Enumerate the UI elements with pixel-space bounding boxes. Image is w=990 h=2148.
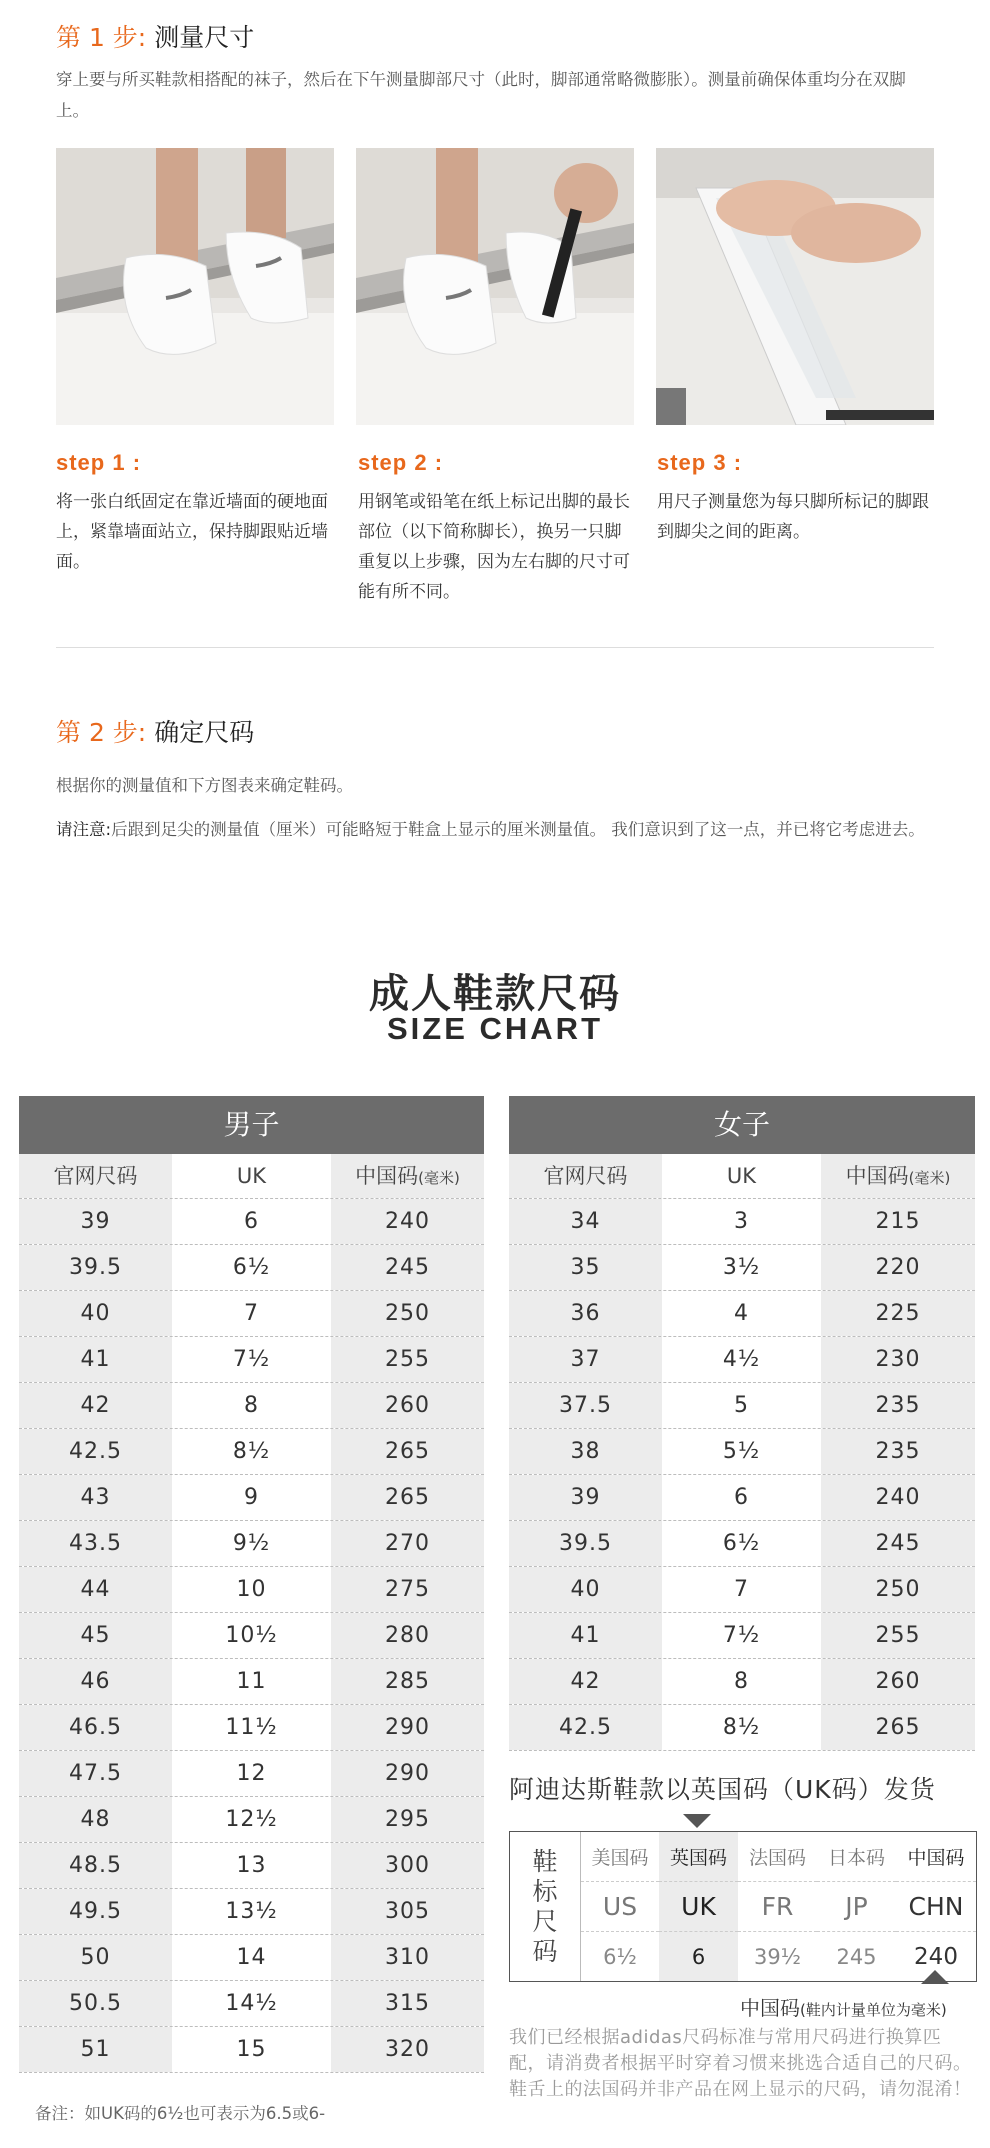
chn-size-cell: 305 xyxy=(331,1889,484,1934)
uk-size-cell: 13 xyxy=(172,1843,331,1888)
chn-size-cell: 290 xyxy=(331,1705,484,1750)
chn-size-cell: 215 xyxy=(821,1199,975,1244)
chn-size-cell: 265 xyxy=(331,1429,484,1474)
table-row xyxy=(19,1567,484,1613)
table-row xyxy=(19,1981,484,2027)
table-row xyxy=(19,1889,484,1935)
uk-size-cell: 6½ xyxy=(172,1245,331,1290)
uk-size-cell: 11 xyxy=(172,1659,331,1704)
official-size-cell: 37 xyxy=(509,1337,662,1382)
chn-size-cell: 295 xyxy=(331,1797,484,1842)
uk-size-cell: 12 xyxy=(172,1751,331,1796)
official-size-cell: 39 xyxy=(509,1475,662,1520)
official-size-cell: 38 xyxy=(509,1429,662,1474)
step1-title: 测量尺寸 xyxy=(154,23,255,52)
side-char: 鞋 xyxy=(532,1846,558,1876)
table-row xyxy=(19,1429,484,1475)
chn-unit-label xyxy=(740,1992,947,2021)
uk-size-cell: 8 xyxy=(172,1383,331,1428)
chn-size-cell: 240 xyxy=(821,1475,975,1520)
table-row xyxy=(19,1383,484,1429)
step1-label: step 1 : xyxy=(56,450,142,475)
women-col-chn xyxy=(821,1154,975,1198)
chn-size-cell: 255 xyxy=(821,1613,975,1658)
short-jp: JP xyxy=(817,1882,896,1932)
section-divider xyxy=(56,647,934,648)
chn-size-cell: 315 xyxy=(331,1981,484,2026)
chn-size-cell: 250 xyxy=(331,1291,484,1336)
step1-description: 穿上要与所买鞋款相搭配的袜子，然后在下午测量脚部尺寸（此时，脚部通常略微膨胀）。测量前确保体重均分在双脚上。 xyxy=(56,70,906,120)
official-size-cell: 42.5 xyxy=(19,1429,172,1474)
uk-size-cell: 6 xyxy=(172,1199,331,1244)
uk-size-cell: 12½ xyxy=(172,1797,331,1842)
uk-size-cell: 7 xyxy=(172,1291,331,1336)
chn-size-cell: 250 xyxy=(821,1567,975,1612)
official-size-cell: 40 xyxy=(509,1567,662,1612)
header-jp: 日本码 xyxy=(817,1832,896,1882)
women-table-header: 女子 xyxy=(509,1096,975,1154)
short-us: US xyxy=(581,1882,659,1932)
step2-description: 根据你的测量值和下方图表来确定鞋码。 xyxy=(56,776,353,795)
chn-size-cell: 265 xyxy=(821,1705,975,1750)
chn-size-cell: 235 xyxy=(821,1429,975,1474)
women-table-body xyxy=(509,1199,975,1751)
table-row xyxy=(19,1843,484,1889)
official-size-cell: 44 xyxy=(19,1567,172,1612)
men-col-official: 官网尺码 xyxy=(19,1154,172,1198)
uk-size-cell: 4½ xyxy=(662,1337,821,1382)
uk-conversion-grid xyxy=(581,1832,976,1981)
official-size-cell: 42 xyxy=(19,1383,172,1428)
women-col-chn-unit: (毫米) xyxy=(908,1169,951,1187)
chn-size-cell: 245 xyxy=(331,1245,484,1290)
short-chn: CHN xyxy=(896,1882,976,1932)
official-size-cell: 45 xyxy=(19,1613,172,1658)
chn-size-cell: 310 xyxy=(331,1935,484,1980)
official-size-cell: 49.5 xyxy=(19,1889,172,1934)
official-size-cell: 50 xyxy=(19,1935,172,1980)
value-chn: 240 xyxy=(914,1943,958,1970)
step2-title: 确定尺码 xyxy=(154,718,255,747)
step2-number: 第 2 步: xyxy=(56,718,147,747)
women-col-uk: UK xyxy=(662,1154,821,1198)
chn-size-cell: 265 xyxy=(331,1475,484,1520)
uk-size-cell: 9 xyxy=(172,1475,331,1520)
table-row xyxy=(509,1705,975,1751)
uk-size-cell: 6½ xyxy=(662,1521,821,1566)
step1-text: 将一张白纸固定在靠近墙面的硬地面上，紧靠墙面站立，保持脚跟贴近墙面。 xyxy=(56,492,328,572)
header-chn: 中国码 xyxy=(896,1832,976,1882)
header-uk: 英国码 xyxy=(659,1832,738,1882)
men-column-headers xyxy=(19,1154,484,1199)
official-size-cell: 37.5 xyxy=(509,1383,662,1428)
official-size-cell: 39.5 xyxy=(509,1521,662,1566)
chn-size-cell: 260 xyxy=(331,1383,484,1428)
official-size-cell: 50.5 xyxy=(19,1981,172,2026)
official-size-cell: 43 xyxy=(19,1475,172,1520)
table-row xyxy=(19,1613,484,1659)
official-size-cell: 36 xyxy=(509,1291,662,1336)
table-row xyxy=(19,1291,484,1337)
value-fr: 39½ xyxy=(753,1944,802,1969)
men-table-body xyxy=(19,1199,484,2073)
table-row xyxy=(19,1935,484,1981)
uk-size-cell: 15 xyxy=(172,2027,331,2072)
uk-size-cell: 14½ xyxy=(172,1981,331,2026)
table-row xyxy=(19,1797,484,1843)
photo-step3-ruler xyxy=(656,148,934,425)
table-row xyxy=(19,1337,484,1383)
uk-size-cell: 7½ xyxy=(662,1613,821,1658)
uk-size-cell: 11½ xyxy=(172,1705,331,1750)
step2-text: 用钢笔或铅笔在纸上标记出脚的最长部位（以下简称脚长），换另一只脚重复以上步骤，因为左右脚的尺寸可能有所不同。 xyxy=(358,492,630,602)
step3-label: step 3 : xyxy=(657,450,743,475)
chn-size-cell: 220 xyxy=(821,1245,975,1290)
side-char: 尺 xyxy=(532,1906,558,1936)
table-row xyxy=(509,1337,975,1383)
value-jp: 245 xyxy=(836,1944,877,1969)
official-size-cell: 41 xyxy=(19,1337,172,1382)
step2-label: step 2 : xyxy=(358,450,444,475)
table-row xyxy=(19,1245,484,1291)
uk-size-cell: 8 xyxy=(662,1659,821,1704)
table-row xyxy=(509,1613,975,1659)
official-size-cell: 47.5 xyxy=(19,1751,172,1796)
table-row xyxy=(509,1199,975,1245)
chn-size-cell: 255 xyxy=(331,1337,484,1382)
side-char: 标 xyxy=(532,1876,558,1906)
table-row xyxy=(509,1383,975,1429)
chn-size-cell: 270 xyxy=(331,1521,484,1566)
side-char: 码 xyxy=(532,1936,558,1966)
table-row xyxy=(509,1659,975,1705)
table-row xyxy=(509,1429,975,1475)
uk-size-cell: 10½ xyxy=(172,1613,331,1658)
up-arrow-icon xyxy=(921,1970,949,1984)
official-size-cell: 46.5 xyxy=(19,1705,172,1750)
chn-size-cell: 320 xyxy=(331,2027,484,2072)
uk-size-cell: 8½ xyxy=(662,1705,821,1750)
table-row xyxy=(509,1521,975,1567)
chart-title-en: SIZE CHART xyxy=(387,1011,603,1046)
table-row xyxy=(509,1245,975,1291)
men-col-uk: UK xyxy=(172,1154,331,1198)
table-row xyxy=(19,1751,484,1797)
table-row xyxy=(19,2027,484,2073)
official-size-cell: 42 xyxy=(509,1659,662,1704)
table-row xyxy=(19,1705,484,1751)
header-us: 美国码 xyxy=(581,1832,659,1882)
short-fr: FR xyxy=(738,1882,817,1932)
chn-size-cell: 245 xyxy=(821,1521,975,1566)
conversion-note: 我们已经根据adidas尺码标准与常用尺码进行换算匹配，请消费者根据平时穿着习惯来挑选合适自己的尺码。鞋舌上的法国码并非产品在网上显示的尺码，请勿混淆！ xyxy=(509,2027,972,2100)
photo-step2-marking xyxy=(356,148,634,425)
men-size-table xyxy=(19,1096,484,2073)
uk-size-cell: 6 xyxy=(662,1475,821,1520)
chn-unit: (鞋内计量单位为毫米) xyxy=(800,2001,947,2019)
chn-size-cell: 285 xyxy=(331,1659,484,1704)
table-row xyxy=(509,1567,975,1613)
uk-size-cell: 13½ xyxy=(172,1889,331,1934)
uk-size-cell: 3½ xyxy=(662,1245,821,1290)
table-row xyxy=(19,1659,484,1705)
men-col-chn-label: 中国码 xyxy=(355,1164,419,1188)
uk-size-cell: 7 xyxy=(662,1567,821,1612)
chn-size-cell: 225 xyxy=(821,1291,975,1336)
official-size-cell: 35 xyxy=(509,1245,662,1290)
official-size-cell: 51 xyxy=(19,2027,172,2072)
official-size-cell: 41 xyxy=(509,1613,662,1658)
step1-number: 第 1 步: xyxy=(56,23,147,52)
table-row xyxy=(19,1199,484,1245)
official-size-cell: 39.5 xyxy=(19,1245,172,1290)
chart-title-cn: 成人鞋款尺码 xyxy=(369,971,621,1017)
step2-note xyxy=(56,814,936,845)
men-col-chn-unit: (毫米) xyxy=(418,1169,460,1187)
down-arrow-icon xyxy=(683,1814,711,1830)
table-row xyxy=(509,1475,975,1521)
chn-size-cell: 235 xyxy=(821,1383,975,1428)
table-row xyxy=(19,1521,484,1567)
men-table-header: 男子 xyxy=(19,1096,484,1154)
women-col-chn-label: 中国码 xyxy=(845,1164,909,1188)
uk-size-cell: 7½ xyxy=(172,1337,331,1382)
uk-size-cell: 10 xyxy=(172,1567,331,1612)
uk-size-cell: 4 xyxy=(662,1291,821,1336)
uk-size-cell: 8½ xyxy=(172,1429,331,1474)
value-us: 6½ xyxy=(603,1944,637,1969)
women-col-official: 官网尺码 xyxy=(509,1154,662,1198)
step1-heading xyxy=(56,18,254,54)
header-fr: 法国码 xyxy=(738,1832,817,1882)
chn-size-cell: 290 xyxy=(331,1751,484,1796)
chn-label: 中国码 xyxy=(740,1996,800,2020)
note-label: 请注意: xyxy=(56,820,112,839)
uk-size-cell: 3 xyxy=(662,1199,821,1244)
chn-size-cell: 240 xyxy=(331,1199,484,1244)
table-row xyxy=(509,1291,975,1337)
uk-conversion-box xyxy=(509,1831,977,1982)
short-uk: UK xyxy=(659,1882,738,1932)
shoe-label-vertical xyxy=(510,1832,581,1981)
chn-size-cell: 300 xyxy=(331,1843,484,1888)
step2-heading xyxy=(56,713,254,749)
footnote: 备注：如UK码的6½也可表示为6.5或6- xyxy=(35,2104,326,2123)
photo-step1-feet xyxy=(56,148,334,425)
official-size-cell: 48.5 xyxy=(19,1843,172,1888)
step3-text: 用尺子测量您为每只脚所标记的脚跟到脚尖之间的距离。 xyxy=(657,492,929,542)
women-column-headers xyxy=(509,1154,975,1199)
women-size-table xyxy=(509,1096,975,1751)
official-size-cell: 48 xyxy=(19,1797,172,1842)
uk-size-cell: 5½ xyxy=(662,1429,821,1474)
chn-size-cell: 230 xyxy=(821,1337,975,1382)
value-uk: 6 xyxy=(659,1932,738,1981)
official-size-cell: 42.5 xyxy=(509,1705,662,1750)
uk-shipping-title: 阿迪达斯鞋款以英国码（UK码）发货 xyxy=(509,1775,936,1804)
chn-size-cell: 275 xyxy=(331,1567,484,1612)
note-text: 后跟到足尖的测量值（厘米）可能略短于鞋盒上显示的厘米测量值。 我们意识到了这一点，并已将它考虑进去。 xyxy=(111,820,925,839)
official-size-cell: 46 xyxy=(19,1659,172,1704)
chn-size-cell: 280 xyxy=(331,1613,484,1658)
official-size-cell: 43.5 xyxy=(19,1521,172,1566)
table-row xyxy=(19,1475,484,1521)
chn-size-cell: 260 xyxy=(821,1659,975,1704)
official-size-cell: 39 xyxy=(19,1199,172,1244)
men-col-chn xyxy=(331,1154,484,1198)
uk-size-cell: 14 xyxy=(172,1935,331,1980)
official-size-cell: 34 xyxy=(509,1199,662,1244)
official-size-cell: 40 xyxy=(19,1291,172,1336)
uk-size-cell: 5 xyxy=(662,1383,821,1428)
uk-size-cell: 9½ xyxy=(172,1521,331,1566)
